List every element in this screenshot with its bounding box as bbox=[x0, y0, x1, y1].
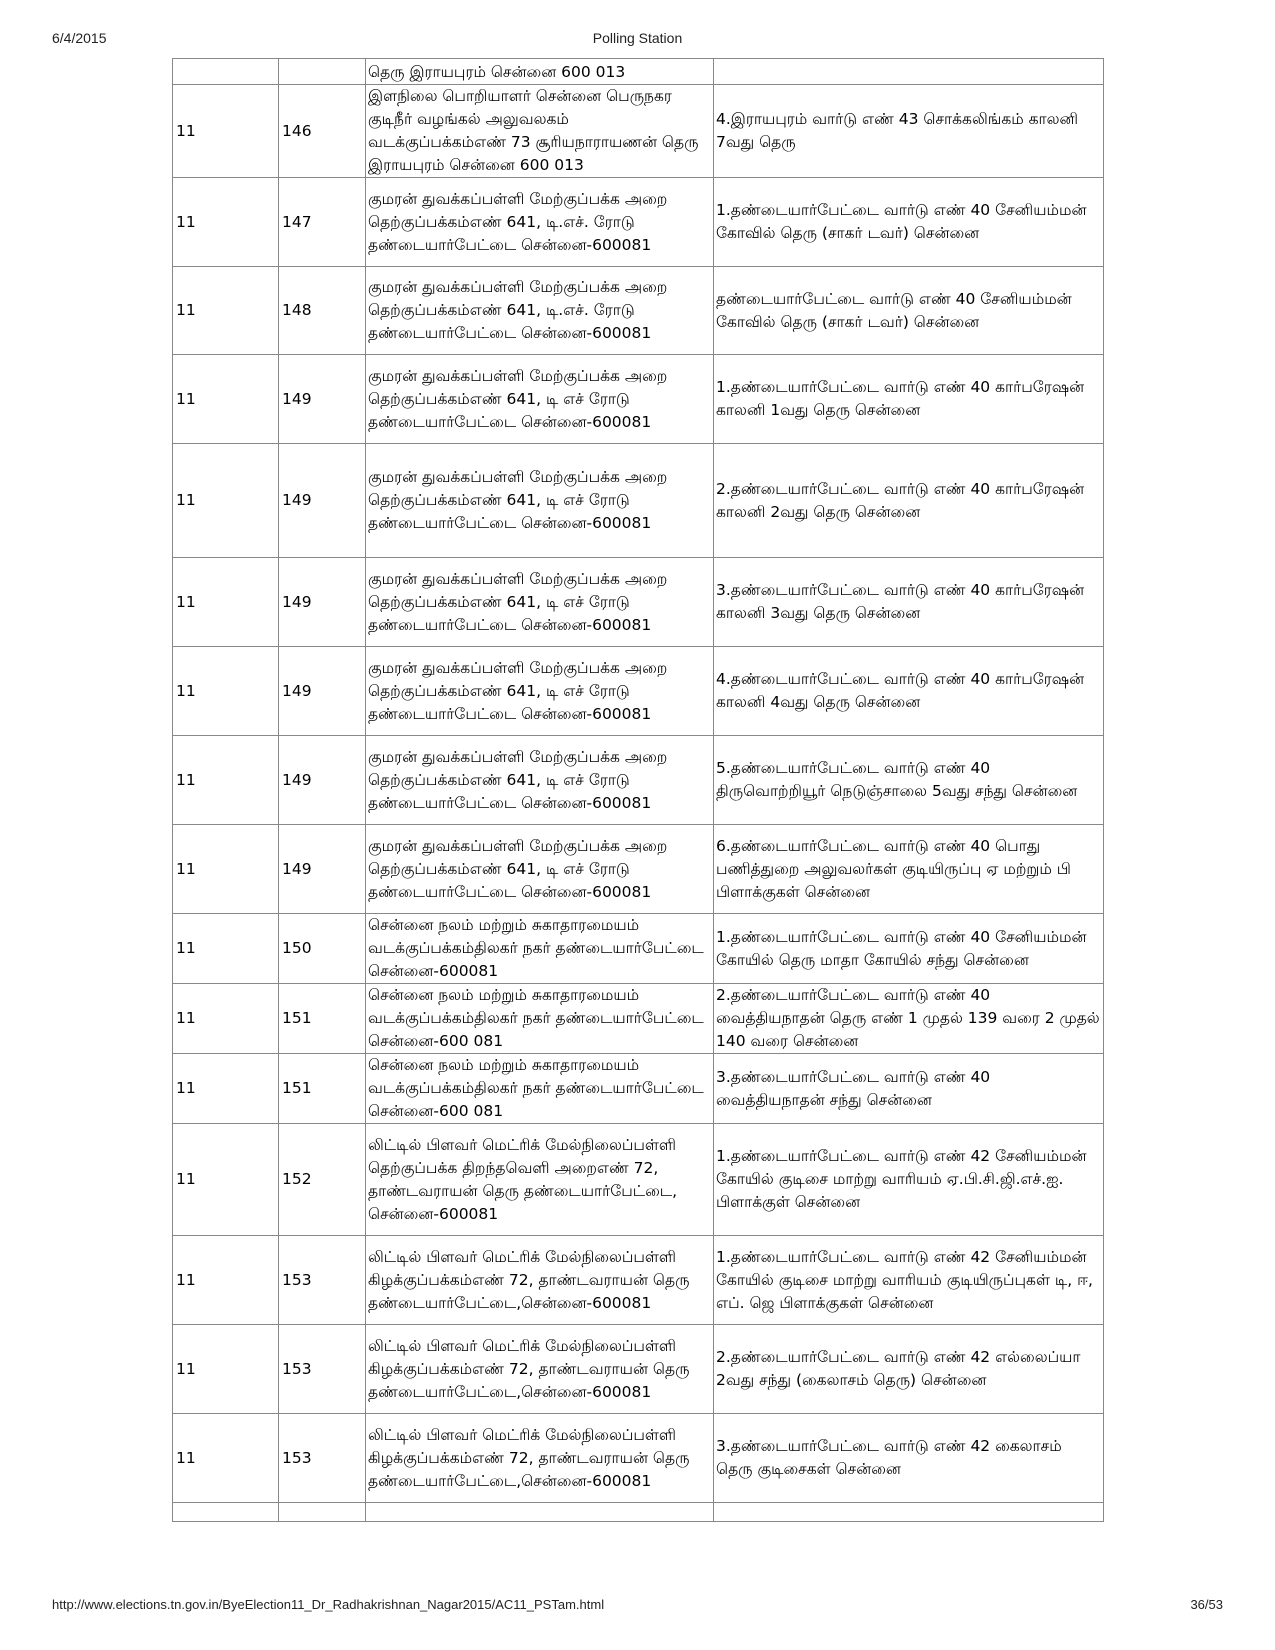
ps-number-cell: 153 bbox=[279, 1414, 366, 1503]
ac-number-cell: 11 bbox=[173, 647, 279, 736]
table-row bbox=[173, 914, 1104, 984]
continuation-row bbox=[173, 1503, 1104, 1522]
ps-number-cell: 149 bbox=[279, 825, 366, 914]
table-row bbox=[173, 647, 1104, 736]
area-cell: 1.தண்டையார்பேட்டை வார்டு எண் 42 சேனியம்மன் கோயில் குடிசை மாற்று வாரியம் குடியிருப்புகள் டி, ஈ, எப். ஜெ பிளாக்குகள் சென்னை bbox=[714, 1236, 1104, 1325]
address-cell: லிட்டில் பிளவர் மெட்ரிக் மேல்நிலைப்பள்ளி கிழக்குப்பக்கம்எண் 72, தாண்டவராயன் தெரு தண்டையார்பேட்டை,சென்னை-600081 bbox=[366, 1236, 714, 1325]
ac-number-cell: 11 bbox=[173, 267, 279, 355]
source-url: http://www.elections.tn.gov.in/ByeElection11_Dr_Radhakrishnan_Nagar2015/AC11_PSTam.html bbox=[52, 1597, 605, 1612]
ac-number-cell: 11 bbox=[173, 825, 279, 914]
address-cell: குமரன் துவக்கப்பள்ளி மேற்குப்பக்க அறை தெற்குப்பக்கம்எண் 641, டி எச் ரோடு தண்டையார்பேட்டை சென்னை-600081 bbox=[366, 647, 714, 736]
address-cell: லிட்டில் பிளவர் மெட்ரிக் மேல்நிலைப்பள்ளி கிழக்குப்பக்கம்எண் 72, தாண்டவராயன் தெரு தண்டையார்பேட்டை,சென்னை-600081 bbox=[366, 1325, 714, 1414]
ac-number-cell: 11 bbox=[173, 558, 279, 647]
address-cell: இளநிலை பொறியாளர் சென்னை பெருநகர குடிநீர் வழங்கல் அலுவலகம் வடக்குப்பக்கம்எண் 73 சூரியநாராயணன் தெரு இராயபுரம் சென்னை 600 013 bbox=[366, 85, 714, 178]
table-row bbox=[173, 355, 1104, 444]
area-cell bbox=[714, 59, 1104, 85]
table-row bbox=[173, 1325, 1104, 1414]
ps-number-cell: 152 bbox=[279, 1124, 366, 1236]
table-row bbox=[173, 59, 1104, 85]
ps-number-cell: 146 bbox=[279, 85, 366, 178]
ps-number-cell: 153 bbox=[279, 1325, 366, 1414]
area-cell: 1.தண்டையார்பேட்டை வார்டு எண் 40 கார்பரேஷன் காலனி 1வது தெரு சென்னை bbox=[714, 355, 1104, 444]
address-cell: சென்னை நலம் மற்றும் சுகாதாரமையம் வடக்குப்பக்கம்திலகர் நகர் தண்டையார்பேட்டை சென்னை-600 081 bbox=[366, 984, 714, 1054]
ps-number-cell: 149 bbox=[279, 736, 366, 825]
page-number: 36/53 bbox=[1190, 1597, 1223, 1612]
address-cell: லிட்டில் பிளவர் மெட்ரிக் மேல்நிலைப்பள்ளி தெற்குப்பக்க திறந்தவெளி அறைஎண் 72, தாண்டவராயன் தெரு தண்டையார்பேட்டை, சென்னை-600081 bbox=[366, 1124, 714, 1236]
ac-number-cell: 11 bbox=[173, 1054, 279, 1124]
ac-number-cell: 11 bbox=[173, 1414, 279, 1503]
address-cell: குமரன் துவக்கப்பள்ளி மேற்குப்பக்க அறை தெற்குப்பக்கம்எண் 641, டி.எச். ரோடு தண்டையார்பேட்டை சென்னை-600081 bbox=[366, 267, 714, 355]
area-cell: தண்டையார்பேட்டை வார்டு எண் 40 சேனியம்மன் கோவில் தெரு (சாகர் டவர்) சென்னை bbox=[714, 267, 1104, 355]
ps-number-cell: 151 bbox=[279, 984, 366, 1054]
area-cell: 3.தண்டையார்பேட்டை வார்டு எண் 40 வைத்தியநாதன் சந்து சென்னை bbox=[714, 1054, 1104, 1124]
table-body bbox=[173, 59, 1104, 1522]
area-cell: 3.தண்டையார்பேட்டை வார்டு எண் 40 கார்பரேஷன் காலனி 3வது தெரு சென்னை bbox=[714, 558, 1104, 647]
table-row bbox=[173, 558, 1104, 647]
ac-number-cell: 11 bbox=[173, 355, 279, 444]
address-cell: சென்னை நலம் மற்றும் சுகாதாரமையம் வடக்குப்பக்கம்திலகர் நகர் தண்டையார்பேட்டை சென்னை-600 081 bbox=[366, 1054, 714, 1124]
ps-number-cell: 149 bbox=[279, 444, 366, 558]
ac-number-cell: 11 bbox=[173, 984, 279, 1054]
area-cell: 2.தண்டையார்பேட்டை வார்டு எண் 42 எல்லைப்யா 2வது சந்து (கைலாசம் தெரு) சென்னை bbox=[714, 1325, 1104, 1414]
ps-number-cell bbox=[279, 59, 366, 85]
address-cell: குமரன் துவக்கப்பள்ளி மேற்குப்பக்க அறை தெற்குப்பக்கம்எண் 641, டி எச் ரோடு தண்டையார்பேட்டை சென்னை-600081 bbox=[366, 444, 714, 558]
table-row bbox=[173, 825, 1104, 914]
ac-number-cell: 11 bbox=[173, 914, 279, 984]
area-cell: 2.தண்டையார்பேட்டை வார்டு எண் 40 வைத்தியநாதன் தெரு எண் 1 முதல் 139 வரை 2 முதல் 140 வரை சென்னை bbox=[714, 984, 1104, 1054]
address-cell: குமரன் துவக்கப்பள்ளி மேற்குப்பக்க அறை தெற்குப்பக்கம்எண் 641, டி எச் ரோடு தண்டையார்பேட்டை சென்னை-600081 bbox=[366, 825, 714, 914]
ac-number-cell: 11 bbox=[173, 1325, 279, 1414]
empty-cell bbox=[279, 1503, 366, 1522]
area-cell: 4.இராயபுரம் வார்டு எண் 43 சொக்கலிங்கம் காலனி 7வது தெரு bbox=[714, 85, 1104, 178]
address-cell: குமரன் துவக்கப்பள்ளி மேற்குப்பக்க அறை தெற்குப்பக்கம்எண் 641, டி எச் ரோடு தண்டையார்பேட்டை சென்னை-600081 bbox=[366, 558, 714, 647]
ps-number-cell: 151 bbox=[279, 1054, 366, 1124]
ac-number-cell: 11 bbox=[173, 736, 279, 825]
page-title: Polling Station bbox=[592, 30, 683, 46]
ps-number-cell: 148 bbox=[279, 267, 366, 355]
table-row bbox=[173, 736, 1104, 825]
address-cell: குமரன் துவக்கப்பள்ளி மேற்குப்பக்க அறை தெற்குப்பக்கம்எண் 641, டி எச் ரோடு தண்டையார்பேட்டை சென்னை-600081 bbox=[366, 736, 714, 825]
ac-number-cell bbox=[173, 59, 279, 85]
address-cell: சென்னை நலம் மற்றும் சுகாதாரமையம் வடக்குப்பக்கம்திலகர் நகர் தண்டையார்பேட்டை சென்னை-600081 bbox=[366, 914, 714, 984]
ac-number-cell: 11 bbox=[173, 1124, 279, 1236]
table-row bbox=[173, 1414, 1104, 1503]
ps-number-cell: 149 bbox=[279, 647, 366, 736]
area-cell: 5.தண்டையார்பேட்டை வார்டு எண் 40 திருவொற்றியூர் நெடுஞ்சாலை 5வது சந்து சென்னை bbox=[714, 736, 1104, 825]
empty-cell bbox=[173, 1503, 279, 1522]
area-cell: 4.தண்டையார்பேட்டை வார்டு எண் 40 கார்பரேஷன் காலனி 4வது தெரு சென்னை bbox=[714, 647, 1104, 736]
area-cell: 3.தண்டையார்பேட்டை வார்டு எண் 42 கைலாசம் தெரு குடிசைகள் சென்னை bbox=[714, 1414, 1104, 1503]
empty-cell bbox=[366, 1503, 714, 1522]
address-cell: குமரன் துவக்கப்பள்ளி மேற்குப்பக்க அறை தெற்குப்பக்கம்எண் 641, டி.எச். ரோடு தண்டையார்பேட்டை சென்னை-600081 bbox=[366, 178, 714, 267]
ps-number-cell: 147 bbox=[279, 178, 366, 267]
area-cell: 1.தண்டையார்பேட்டை வார்டு எண் 40 சேனியம்மன் கோவில் தெரு (சாகர் டவர்) சென்னை bbox=[714, 178, 1104, 267]
area-cell: 6.தண்டையார்பேட்டை வார்டு எண் 40 பொது பணித்துறை அலுவலர்கள் குடியிருப்பு ஏ மற்றும் பி பிளாக்குகள் சென்னை bbox=[714, 825, 1104, 914]
print-date: 6/4/2015 bbox=[52, 30, 107, 46]
table-row bbox=[173, 85, 1104, 178]
ps-number-cell: 149 bbox=[279, 558, 366, 647]
address-cell: குமரன் துவக்கப்பள்ளி மேற்குப்பக்க அறை தெற்குப்பக்கம்எண் 641, டி எச் ரோடு தண்டையார்பேட்டை சென்னை-600081 bbox=[366, 355, 714, 444]
address-cell: தெரு இராயபுரம் சென்னை 600 013 bbox=[366, 59, 714, 85]
ac-number-cell: 11 bbox=[173, 178, 279, 267]
table-row bbox=[173, 267, 1104, 355]
ps-number-cell: 153 bbox=[279, 1236, 366, 1325]
table-row bbox=[173, 444, 1104, 558]
ps-number-cell: 150 bbox=[279, 914, 366, 984]
area-cell: 1.தண்டையார்பேட்டை வார்டு எண் 40 சேனியம்மன் கோயில் தெரு மாதா கோயில் சந்து சென்னை bbox=[714, 914, 1104, 984]
table-row bbox=[173, 178, 1104, 267]
table-row bbox=[173, 1124, 1104, 1236]
ac-number-cell: 11 bbox=[173, 1236, 279, 1325]
table-row bbox=[173, 984, 1104, 1054]
polling-station-table bbox=[172, 58, 1104, 1522]
empty-cell bbox=[714, 1503, 1104, 1522]
ac-number-cell: 11 bbox=[173, 85, 279, 178]
area-cell: 2.தண்டையார்பேட்டை வார்டு எண் 40 கார்பரேஷன் காலனி 2வது தெரு சென்னை bbox=[714, 444, 1104, 558]
table-row bbox=[173, 1054, 1104, 1124]
ps-number-cell: 149 bbox=[279, 355, 366, 444]
address-cell: லிட்டில் பிளவர் மெட்ரிக் மேல்நிலைப்பள்ளி கிழக்குப்பக்கம்எண் 72, தாண்டவராயன் தெரு தண்டையார்பேட்டை,சென்னை-600081 bbox=[366, 1414, 714, 1503]
ac-number-cell: 11 bbox=[173, 444, 279, 558]
area-cell: 1.தண்டையார்பேட்டை வார்டு எண் 42 சேனியம்மன் கோயில் குடிசை மாற்று வாரியம் ஏ.பி.சி.ஜி.எச்.ஐ. பிளாக்குள் சென்னை bbox=[714, 1124, 1104, 1236]
table-row bbox=[173, 1236, 1104, 1325]
